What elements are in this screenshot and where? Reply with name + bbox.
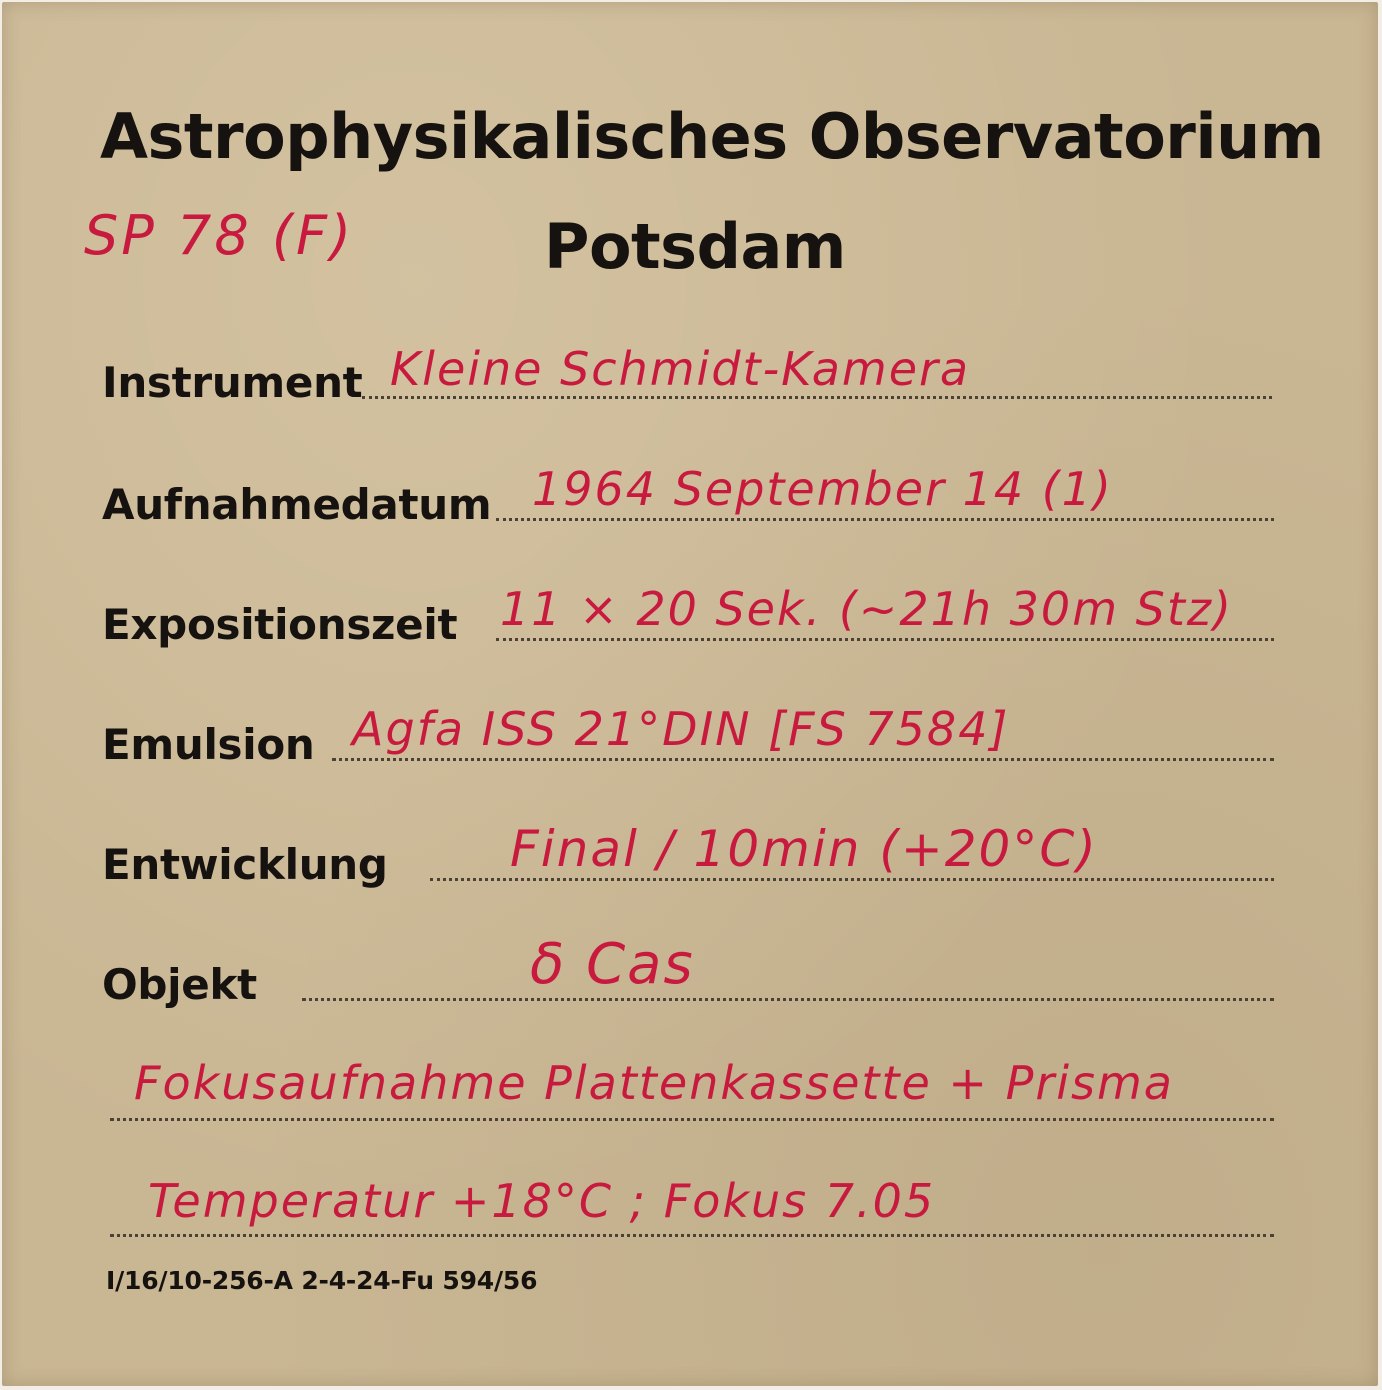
object-dotted-line — [302, 998, 1274, 1001]
plate-envelope-card — [2, 2, 1378, 1386]
form-number: I/16/10-256-A 2-4-24-Fu 594/56 — [106, 1266, 538, 1295]
exposure-label: Expositionszeit — [102, 600, 458, 649]
development-dotted-line — [430, 878, 1274, 881]
development-value: Final / 10min (+20°C) — [510, 820, 1098, 878]
instrument-dotted-line — [362, 396, 1272, 399]
instrument-value: Kleine Schmidt-Kamera — [390, 342, 971, 396]
exposure-value: 11 × 20 Sek. (~21h 30m Stz) — [500, 582, 1233, 636]
exposure-dotted-line — [496, 638, 1274, 641]
object-label: Objekt — [102, 960, 257, 1009]
emulsion-label: Emulsion — [102, 720, 315, 769]
note-line-2 — [110, 1234, 1274, 1237]
object-value: δ Cas — [530, 932, 695, 997]
development-label: Entwicklung — [102, 840, 388, 889]
note-line-1 — [110, 1118, 1274, 1121]
date-value: 1964 September 14 (1) — [532, 462, 1113, 516]
emulsion-value: Agfa ISS 21°DIN [FS 7584] — [352, 702, 1010, 756]
date-dotted-line — [496, 518, 1274, 521]
institution-title: Astrophysikalisches Observatorium — [100, 100, 1324, 173]
note-focus-exposure: Fokusaufnahme Plattenkassette + Prisma — [134, 1056, 1174, 1110]
emulsion-dotted-line — [332, 758, 1274, 761]
date-label: Aufnahmedatum — [102, 480, 492, 529]
plate-id-handwritten: SP 78 (F) — [84, 204, 355, 267]
instrument-label: Instrument — [102, 358, 363, 407]
note-temperature-focus: Temperatur +18°C ; Fokus 7.05 — [148, 1174, 936, 1228]
city-title: Potsdam — [544, 210, 846, 283]
